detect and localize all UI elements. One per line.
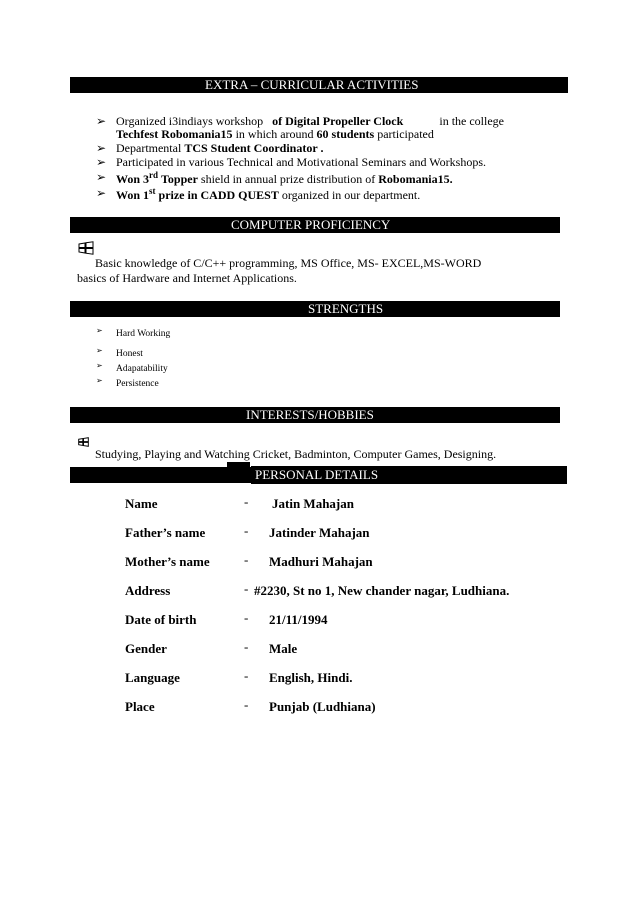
section-title-interests: INTERESTS/HOBBIES	[246, 407, 374, 422]
personal-value-name: Jatin Mahajan	[272, 496, 354, 511]
personal-dash: -	[244, 581, 249, 596]
interests-text: Studying, Playing and Watching Cricket, Badminton, Computer Games, Designing.	[95, 447, 497, 461]
personal-label-gender: Gender	[125, 641, 167, 656]
personal-dash: -	[244, 523, 249, 538]
computer-line-2: basics of Hardware and Internet Applications.	[77, 271, 297, 285]
personal-label-place: Place	[125, 699, 155, 714]
personal-label-language: Language	[125, 670, 180, 685]
bullet-arrow: ➢	[96, 346, 103, 355]
bullet-arrow: ➢	[96, 155, 107, 169]
strength-item: Honest	[116, 349, 143, 359]
personal-dash: -	[244, 552, 249, 567]
personal-dash: -	[244, 494, 249, 509]
section-title-personal: PERSONAL DETAILS	[255, 467, 379, 482]
extra-item-3: Participated in various Technical and Motivational Seminars and Workshops.	[116, 155, 487, 169]
personal-value-mother: Madhuri Mahajan	[269, 554, 373, 569]
personal-value-place: Punjab (Ludhiana)	[269, 699, 376, 714]
section-title-extra: EXTRA – CURRICULAR ACTIVITIES	[205, 77, 419, 92]
personal-value-gender: Male	[269, 641, 298, 656]
personal-value-address: #2230, St no 1, New chander nagar, Ludhiana.	[254, 583, 510, 598]
strength-item: Persistence	[116, 379, 159, 389]
extra-item-1: Organized i3indiays workshop of Digital Propeller Clock in the college	[116, 114, 504, 128]
personal-value-language: English, Hindi.	[269, 670, 353, 685]
personal-dash: -	[244, 639, 249, 654]
bullet-arrow: ➢	[96, 170, 107, 184]
personal-dash: -	[244, 610, 249, 625]
computer-line-1: Basic knowledge of C/C++ programming, MS Office, MS- EXCEL,MS-WORD	[95, 256, 482, 270]
personal-label-address: Address	[125, 583, 171, 598]
bullet-arrow: ➢	[96, 376, 103, 385]
windows-logo-icon	[78, 241, 94, 260]
windows-logo-icon	[78, 434, 89, 452]
personal-label-mother: Mother’s name	[125, 554, 210, 569]
extra-item-1-cont: Techfest Robomania15 in which around 60 students participated	[116, 127, 434, 141]
section-title-strengths: STRENGTHS	[308, 301, 384, 316]
personal-value-dob: 21/11/1994	[269, 612, 328, 627]
extra-item-4: Won 3rd Topper shield in annual prize distribution of Robomania15.	[116, 170, 453, 186]
bullet-arrow: ➢	[96, 114, 107, 128]
personal-value-father: Jatinder Mahajan	[269, 525, 370, 540]
strength-item: Adapatability	[116, 364, 168, 374]
strength-item: Hard Working	[116, 329, 171, 339]
section-notch-personal	[227, 462, 250, 468]
bullet-arrow: ➢	[96, 361, 103, 370]
bullet-arrow: ➢	[96, 141, 107, 155]
section-title-computer: COMPUTER PROFICIENCY	[231, 217, 391, 232]
personal-label-father: Father’s name	[125, 525, 206, 540]
bullet-arrow: ➢	[96, 326, 103, 335]
personal-label-name: Name	[125, 496, 158, 511]
extra-item-2: Departmental TCS Student Coordinator .	[116, 141, 324, 155]
personal-dash: -	[244, 668, 249, 683]
personal-dash: -	[244, 697, 249, 712]
personal-label-dob: Date of birth	[125, 612, 197, 627]
extra-item-5: Won 1st prize in CADD QUEST organized in our department.	[116, 186, 421, 202]
bullet-arrow: ➢	[96, 186, 107, 200]
